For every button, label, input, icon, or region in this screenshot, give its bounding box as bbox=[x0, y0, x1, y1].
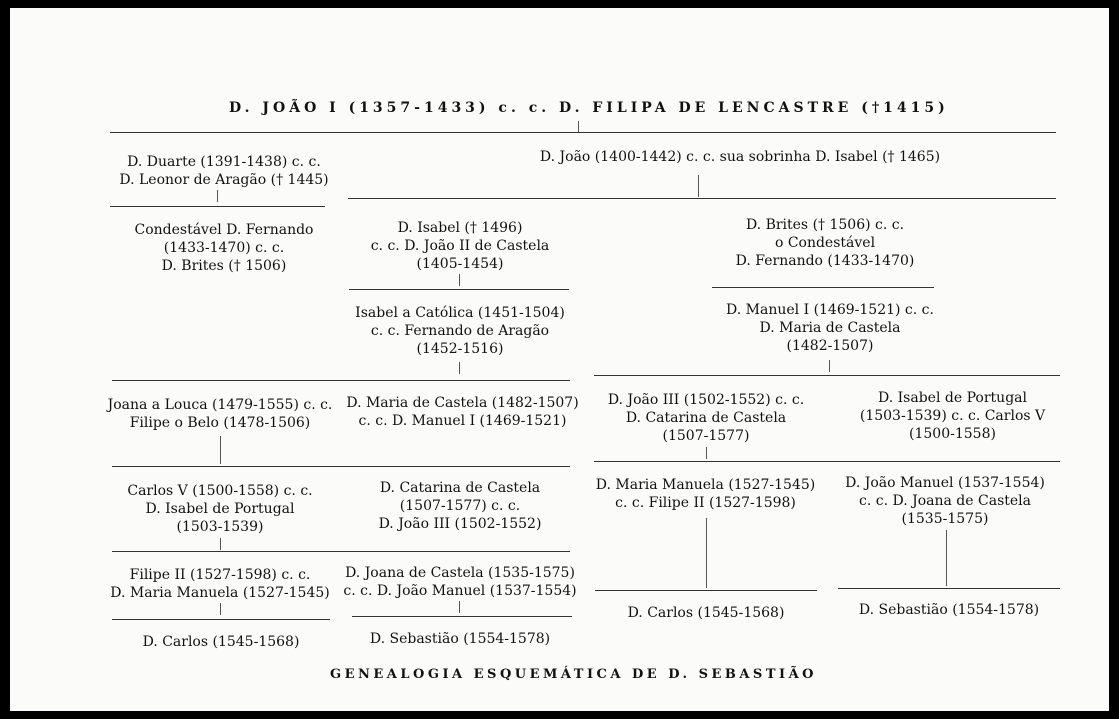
node-carlos-left: D. Carlos (1545-1568) bbox=[142, 634, 300, 650]
node-carlos-v: Carlos V (1500-1558) c. c. D. Isabel de Portugal (1503-1539) bbox=[127, 483, 313, 535]
connector-joao-iii bbox=[706, 447, 707, 459]
line-joana-maria bbox=[112, 466, 570, 467]
line-maria-manuela bbox=[595, 590, 817, 591]
root-couple-title: D. JOÃO I (1357-1433) c. c. D. FILIPA DE LENCASTRE (†1415) bbox=[229, 100, 949, 116]
node-joana-castela: D. Joana de Castela (1535-1575) c. c. D. João Manuel (1537-1554) bbox=[343, 565, 577, 599]
connector-isabel bbox=[459, 274, 460, 286]
connector-joao-manuel bbox=[946, 530, 947, 586]
line-isabel-catolica bbox=[112, 380, 570, 381]
node-sebastiao-left: D. Sebastião (1554-1578) bbox=[369, 631, 551, 647]
node-joana-louca: Joana a Louca (1479-1555) c. c. Filipe o Belo (1478-1506) bbox=[107, 397, 333, 431]
line-joao-manuel bbox=[838, 588, 1060, 589]
node-joao-1400: D. João (1400-1442) c. c. sua sobrinha D. Isabel († 1465) bbox=[539, 149, 941, 165]
connector-manuel bbox=[829, 360, 830, 372]
connector-joana-castela bbox=[459, 601, 460, 613]
node-maria-manuela: D. Maria Manuela (1527-1545) c. c. Filipe II (1527-1598) bbox=[595, 477, 816, 511]
node-sebastiao-right: D. Sebastião (1554-1578) bbox=[858, 602, 1040, 618]
node-maria-castela: D. Maria de Castela (1482-1507) c. c. D. Manuel I (1469-1521) bbox=[346, 395, 579, 429]
connector-joao bbox=[698, 175, 699, 197]
node-joao-manuel: D. João Manuel (1537-1554) c. c. D. Joana de Castela (1535-1575) bbox=[845, 475, 1045, 527]
line-joana bbox=[352, 616, 572, 617]
connector-duarte bbox=[217, 190, 218, 202]
node-filipe-ii: Filipe II (1527-1598) c. c. D. Maria Manuela (1527-1545) bbox=[110, 567, 330, 601]
connector-isabel-catolica bbox=[459, 362, 460, 374]
node-catarina: D. Catarina de Castela (1507-1577) c. c. D. João III (1502-1552) bbox=[378, 480, 542, 532]
line-manuel bbox=[594, 375, 1060, 376]
node-isabel-catolica: Isabel a Católica (1451-1504) c. c. Fernando de Aragão (1452-1516) bbox=[355, 305, 565, 357]
root-line bbox=[110, 132, 1056, 133]
node-joao-iii: D. João III (1502-1552) c. c. D. Catarina de Castela (1507-1577) bbox=[607, 392, 805, 444]
line-isabel bbox=[349, 289, 569, 290]
diagram-caption: GENEALOGIA ESQUEMÁTICA DE D. SEBASTIÃO bbox=[330, 667, 817, 682]
node-fernando: Condestável D. Fernando (1433-1470) c. c. D. Brites († 1506) bbox=[134, 222, 314, 274]
node-carlos-right: D. Carlos (1545-1568) bbox=[627, 605, 785, 621]
connector-carlos-v bbox=[220, 538, 221, 550]
line-duarte bbox=[110, 206, 325, 207]
node-brites: D. Brites († 1506) c. c. o Condestável D. Fernando (1433-1470) bbox=[735, 217, 915, 269]
connector-maria-manuela bbox=[706, 518, 707, 588]
line-joao-isabel bbox=[594, 461, 1060, 462]
node-duarte: D. Duarte (1391-1438) c. c. D. Leonor de Aragão († 1445) bbox=[119, 154, 329, 188]
line-brites bbox=[712, 287, 934, 288]
node-isabel-1496: D. Isabel († 1496) c. c. D. João II de Castela (1405-1454) bbox=[370, 220, 550, 272]
node-manuel-i: D. Manuel I (1469-1521) c. c. D. Maria de Castela (1482-1507) bbox=[726, 302, 934, 354]
line-filipe bbox=[112, 619, 330, 620]
node-isabel-portugal: D. Isabel de Portugal (1503-1539) c. c. Carlos V (1500-1558) bbox=[859, 390, 1046, 442]
connector-joana-louca bbox=[220, 436, 221, 464]
line-carlos-catarina bbox=[112, 551, 570, 552]
connector-filipe-ii bbox=[220, 603, 221, 615]
line-joao bbox=[348, 198, 1056, 199]
